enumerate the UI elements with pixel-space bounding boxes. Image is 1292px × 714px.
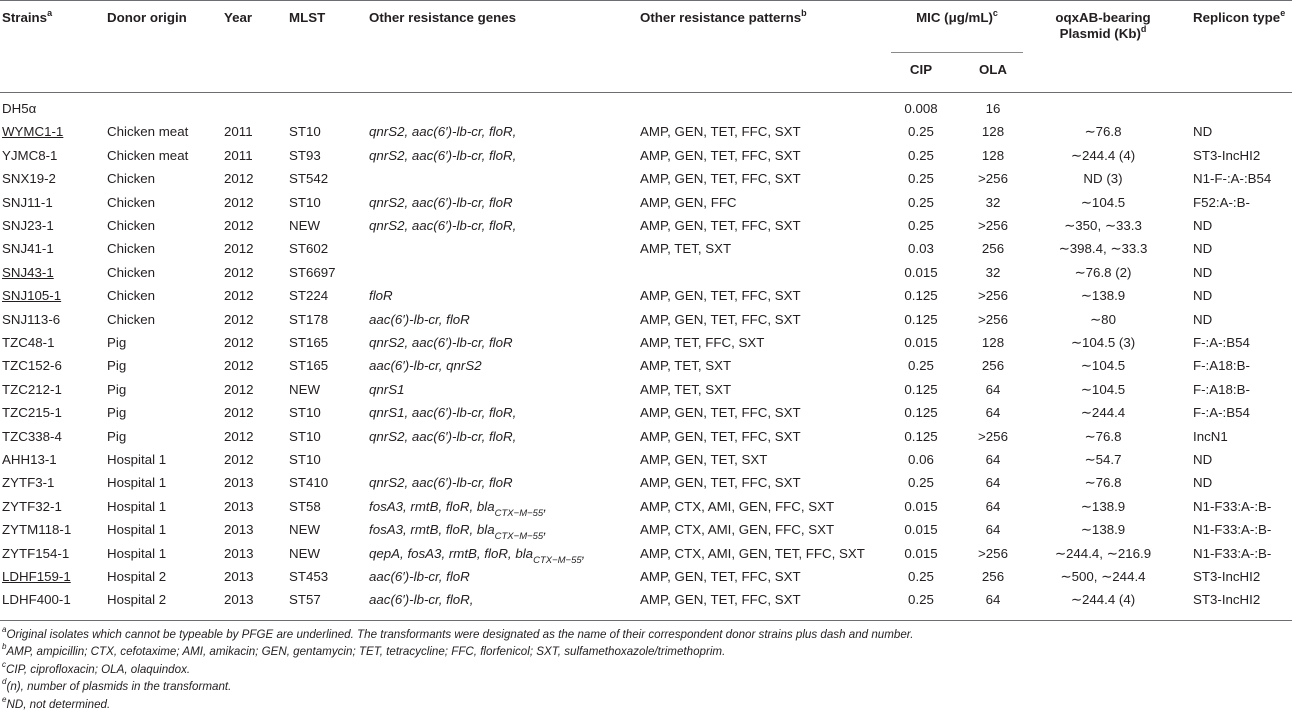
cell-plasmid: ∼138.9 <box>1080 288 1126 303</box>
cell-year: 2013 <box>224 475 254 490</box>
table-bottom-rule <box>0 620 1292 621</box>
cell-mlst: ST6697 <box>289 265 336 280</box>
cell-mic-ola: 64 <box>985 452 1001 467</box>
cell-mic-cip: 0.03 <box>908 241 934 256</box>
header-year: Year <box>224 10 253 25</box>
cell-strain: ZYTF154-1 <box>2 546 70 561</box>
cell-strain: TZC152-6 <box>2 358 62 373</box>
cell-strain: LDHF159-1 <box>2 569 71 584</box>
header-other-genes: Other resistance genes <box>369 10 517 25</box>
cell-year: 2012 <box>224 358 254 373</box>
cell-other-genes <box>369 124 516 140</box>
genes-text: floR <box>369 288 393 303</box>
cell-mic-ola: >256 <box>978 218 1008 233</box>
cell-other-genes <box>369 312 470 328</box>
cell-mic-cip: 0.125 <box>904 288 938 303</box>
cell-mic-cip: 0.125 <box>904 312 938 327</box>
cell-mic-cip: 0.25 <box>908 475 934 490</box>
cell-mic-cip: 0.06 <box>908 452 934 467</box>
cell-donor-origin: Pig <box>107 429 127 444</box>
cell-mic-cip: 0.25 <box>908 592 934 607</box>
cell-mic-cip: 0.008 <box>904 101 938 116</box>
cell-other-patterns: AMP, GEN, TET, SXT <box>640 452 768 467</box>
cell-mic-cip: 0.25 <box>908 569 934 584</box>
cell-year: 2012 <box>224 218 254 233</box>
footnote-text: (n), number of plasmids in the transformant. <box>6 680 232 693</box>
cell-other-genes <box>369 475 513 491</box>
cell-other-genes <box>369 335 513 351</box>
cell-plasmid: ND (3) <box>1083 171 1123 186</box>
cell-other-genes <box>369 429 516 445</box>
genes-text: qepA, fosA3, rmtB, floR, bla <box>369 546 534 561</box>
cell-strain: ZYTF32-1 <box>2 499 62 514</box>
cell-donor-origin: Hospital 1 <box>107 522 167 537</box>
header-mic: MIC $(\mu g/mL)^c$ <box>916 7 998 25</box>
cell-mic-cip: 0.25 <box>908 195 934 210</box>
cell-other-genes <box>369 522 547 542</box>
cell-year: 2011 <box>224 148 253 163</box>
cell-other-genes <box>369 546 586 566</box>
cell-replicon: ND <box>1193 218 1213 233</box>
cell-strain: YJMC8-1 <box>2 148 58 163</box>
cell-donor-origin: Hospital 1 <box>107 452 167 467</box>
cell-plasmid: ∼76.8 <box>1084 475 1122 490</box>
cell-plasmid: ∼244.4 (4) <box>1070 148 1136 163</box>
cell-year: 2013 <box>224 522 254 537</box>
cell-plasmid: ∼350, ∼33.3 <box>1064 218 1142 233</box>
cell-other-patterns: AMP, GEN, TET, FFC, SXT <box>640 288 801 303</box>
cell-strain: ZYTM118-1 <box>2 522 72 537</box>
cell-year: 2012 <box>224 312 254 327</box>
cell-mic-ola: >256 <box>978 312 1008 327</box>
cell-mlst: ST178 <box>289 312 329 327</box>
cell-strain: TZC48-1 <box>2 335 55 350</box>
cell-strain: SNJ41-1 <box>2 241 54 256</box>
cell-donor-origin: Chicken <box>107 195 156 210</box>
cell-mlst: ST57 <box>289 592 321 607</box>
genes-text: fosA3, rmtB, floR, bla <box>369 499 495 514</box>
cell-mlst: ST93 <box>289 148 321 163</box>
bla-subscript: CTX−M−55 <box>494 507 544 519</box>
cell-year: 2012 <box>224 265 254 280</box>
cell-other-genes <box>369 288 393 304</box>
genes-text: aac(6′)-lb-cr, floR <box>369 569 470 584</box>
cell-mic-ola: 256 <box>981 358 1005 373</box>
header-plasmid-line2: Plasmid $(Kb)^d$ <box>1059 23 1147 41</box>
cell-other-genes <box>369 195 513 211</box>
cell-donor-origin: Hospital 1 <box>107 475 167 490</box>
cell-replicon: ND <box>1193 265 1213 280</box>
cell-mic-ola: 64 <box>985 405 1001 420</box>
cell-donor-origin: Hospital 2 <box>107 592 167 607</box>
cell-mlst: ST10 <box>289 124 321 139</box>
footnote-text: ND, not determined. <box>6 698 111 711</box>
cell-mic-ola: 16 <box>985 101 1001 116</box>
cell-year: 2013 <box>224 592 254 607</box>
cell-mic-ola: 128 <box>981 124 1005 139</box>
cell-replicon: F-:A-:B54 <box>1193 335 1250 350</box>
cell-strain: SNJ105-1 <box>2 288 62 303</box>
cell-other-patterns: AMP, CTX, AMI, GEN, FFC, SXT <box>640 522 835 537</box>
cell-plasmid: ∼138.9 <box>1080 522 1126 537</box>
footnote-mark: a <box>2 625 7 635</box>
cell-donor-origin: Chicken meat <box>107 124 189 139</box>
cell-mlst: ST10 <box>289 195 321 210</box>
cell-replicon: N1-F33:A-:B- <box>1193 546 1272 561</box>
cell-strain: SNJ113-6 <box>2 312 61 327</box>
cell-other-genes <box>369 148 516 164</box>
cell-strain: TZC215-1 <box>2 405 62 420</box>
footnote-mark: e <box>2 695 7 705</box>
footnote <box>2 660 191 677</box>
cell-mic-ola: 32 <box>985 195 1001 210</box>
cell-strain: AHH13-1 <box>2 452 57 467</box>
cell-mic-ola: 128 <box>981 335 1005 350</box>
cell-mic-ola: 64 <box>985 475 1001 490</box>
cell-replicon: F-:A18:B- <box>1193 382 1250 397</box>
cell-mic-cip: 0.25 <box>908 218 934 233</box>
cell-mic-cip: 0.015 <box>904 499 938 514</box>
cell-year: 2012 <box>224 241 254 256</box>
cell-donor-origin: Pig <box>107 335 127 350</box>
cell-mic-cip: 0.015 <box>904 265 938 280</box>
genes-text: qnrS2, aac(6′)-lb-cr, floR, <box>369 429 517 444</box>
cell-other-genes <box>369 358 482 374</box>
cell-mic-cip: 0.015 <box>904 522 938 537</box>
cell-mlst: ST165 <box>289 358 329 373</box>
bla-subscript: CTX−M−55 <box>533 554 582 566</box>
cell-plasmid: ∼76.8 <box>1084 429 1122 444</box>
cell-mic-cip: 0.015 <box>904 335 938 350</box>
cell-mlst: NEW <box>289 546 321 561</box>
cell-mic-ola: >256 <box>978 429 1008 444</box>
footnote <box>2 677 232 694</box>
cell-mic-ola: >256 <box>978 288 1008 303</box>
genes-text: qnrS2, aac(6′)-lb-cr, floR <box>369 475 513 490</box>
cell-replicon: N1-F33:A-:B- <box>1193 499 1272 514</box>
cell-donor-origin: Chicken meat <box>107 148 189 163</box>
genes-text: qnrS1 <box>369 382 405 397</box>
header-mlst: MLST <box>289 10 326 25</box>
cell-donor-origin: Chicken <box>107 218 156 233</box>
cell-mic-ola: 128 <box>981 148 1005 163</box>
header-replicon: Replicon type$^e$ <box>1193 7 1286 25</box>
cell-year: 2012 <box>224 288 254 303</box>
cell-other-patterns: AMP, GEN, TET, FFC, SXT <box>640 405 801 420</box>
footnote-mark: d <box>2 677 7 687</box>
cell-year: 2013 <box>224 569 254 584</box>
cell-year: 2013 <box>224 499 254 514</box>
cell-other-patterns: AMP, GEN, TET, FFC, SXT <box>640 429 801 444</box>
cell-strain: WYMC1-1 <box>2 124 64 139</box>
cell-mlst: ST10 <box>289 429 321 444</box>
cell-other-genes <box>369 405 516 421</box>
cell-mic-ola: 256 <box>981 241 1005 256</box>
genes-text: qnrS2, aac(6′)-lb-cr, floR, <box>369 148 517 163</box>
cell-mlst: ST58 <box>289 499 321 514</box>
cell-mic-cip: 0.125 <box>904 382 938 397</box>
cell-plasmid: ∼54.7 <box>1084 452 1122 467</box>
cell-replicon: ND <box>1193 288 1213 303</box>
cell-mic-ola: 64 <box>985 592 1001 607</box>
footnote <box>2 642 726 659</box>
cell-mic-ola: 32 <box>985 265 1001 280</box>
cell-other-patterns: AMP, GEN, TET, FFC, SXT <box>640 592 801 607</box>
cell-donor-origin: Chicken <box>107 265 156 280</box>
cell-mic-ola: 64 <box>985 499 1001 514</box>
header-other-patterns: Other resistance patterns$^b$ <box>640 7 807 25</box>
cell-replicon: IncN1 <box>1193 429 1228 444</box>
cell-mlst: ST453 <box>289 569 329 584</box>
cell-strain: SNJ43-1 <box>2 265 54 280</box>
genes-text: qnrS2, aac(6′)-lb-cr, floR <box>369 195 513 210</box>
genes-text: qnrS2, aac(6′)-lb-cr, floR, <box>369 124 517 139</box>
cell-other-patterns: AMP, GEN, TET, FFC, SXT <box>640 312 801 327</box>
cell-donor-origin: Chicken <box>107 288 156 303</box>
cell-replicon: F52:A-:B- <box>1193 195 1250 210</box>
cell-plasmid: ∼104.5 (3) <box>1070 335 1136 350</box>
cell-strain: DH5α <box>2 101 37 116</box>
cell-plasmid: ∼76.8 <box>1084 124 1122 139</box>
cell-donor-origin: Hospital 2 <box>107 569 167 584</box>
footnote-mark: b <box>2 642 7 652</box>
cell-other-patterns: AMP, GEN, FFC <box>640 195 737 210</box>
cell-donor-origin: Hospital 1 <box>107 546 167 561</box>
cell-plasmid: ∼104.5 <box>1080 195 1126 210</box>
cell-strain: ZYTF3-1 <box>2 475 55 490</box>
genes-text: aac(6′)-lb-cr, floR, <box>369 592 474 607</box>
cell-other-genes <box>369 569 470 585</box>
cell-mic-cip: 0.125 <box>904 405 938 420</box>
genes-tail: , <box>543 499 547 514</box>
cell-mlst: ST224 <box>289 288 329 303</box>
cell-mic-cip: 0.015 <box>904 546 938 561</box>
cell-other-genes <box>369 382 404 398</box>
cell-plasmid: ∼244.4 (4) <box>1070 592 1136 607</box>
cell-donor-origin: Pig <box>107 382 127 397</box>
genes-tail: , <box>581 546 586 561</box>
cell-other-patterns: AMP, TET, SXT <box>640 358 732 373</box>
cell-mic-ola: 256 <box>981 569 1005 584</box>
cell-donor-origin: Pig <box>107 358 127 373</box>
cell-replicon: ND <box>1193 312 1213 327</box>
mic-subheader-rule <box>891 52 1023 53</box>
cell-replicon: ND <box>1193 241 1213 256</box>
genes-text: qnrS2, aac(6′)-lb-cr, floR <box>369 335 513 350</box>
cell-other-genes <box>369 499 547 519</box>
table-top-rule <box>0 0 1292 1</box>
genes-tail: , <box>543 522 547 537</box>
header-bottom-rule <box>0 92 1292 93</box>
footnote-text: Original isolates which cannot be typeable by PFGE are underlined. The transformants were designated as the name of their correspondent donor strains plus dash and number. <box>6 628 914 641</box>
cell-donor-origin: Pig <box>107 405 127 420</box>
cell-replicon: ND <box>1193 452 1213 467</box>
cell-other-patterns: AMP, TET, FFC, SXT <box>640 335 765 350</box>
cell-other-patterns: AMP, CTX, AMI, GEN, TET, FFC, SXT <box>640 546 865 561</box>
cell-mlst: NEW <box>289 382 321 397</box>
cell-mlst: ST542 <box>289 171 329 186</box>
cell-mlst: ST410 <box>289 475 329 490</box>
cell-replicon: F-:A-:B54 <box>1193 405 1250 420</box>
cell-strain: LDHF400-1 <box>2 592 71 607</box>
cell-replicon: N1-F-:A-:B54 <box>1193 171 1272 186</box>
cell-donor-origin: Chicken <box>107 241 156 256</box>
cell-replicon: ST3-IncHI2 <box>1193 148 1261 163</box>
cell-mic-ola: >256 <box>978 546 1008 561</box>
cell-other-patterns: AMP, GEN, TET, FFC, SXT <box>640 475 801 490</box>
cell-year: 2013 <box>224 546 254 561</box>
footnote <box>2 625 914 642</box>
cell-year: 2011 <box>224 124 253 139</box>
cell-plasmid: ∼244.4, ∼216.9 <box>1054 546 1152 561</box>
cell-other-patterns: AMP, GEN, TET, FFC, SXT <box>640 124 801 139</box>
genes-text: fosA3, rmtB, floR, bla <box>369 522 495 537</box>
cell-donor-origin: Chicken <box>107 312 156 327</box>
cell-other-patterns: AMP, TET, SXT <box>640 241 732 256</box>
cell-other-patterns: AMP, GEN, TET, FFC, SXT <box>640 171 801 186</box>
cell-other-patterns: AMP, GEN, TET, FFC, SXT <box>640 218 801 233</box>
cell-plasmid: ∼138.9 <box>1080 499 1126 514</box>
cell-mlst: ST10 <box>289 452 321 467</box>
cell-strain: TZC338-4 <box>2 429 62 444</box>
cell-other-patterns: AMP, TET, SXT <box>640 382 732 397</box>
cell-plasmid: ∼500, ∼244.4 <box>1060 569 1146 584</box>
cell-mic-cip: 0.25 <box>908 171 934 186</box>
cell-mlst: ST602 <box>289 241 329 256</box>
cell-mic-ola: 64 <box>985 382 1001 397</box>
cell-year: 2012 <box>224 452 254 467</box>
cell-plasmid: ∼104.5 <box>1080 382 1126 397</box>
cell-other-patterns: AMP, GEN, TET, FFC, SXT <box>640 569 801 584</box>
cell-mlst: NEW <box>289 218 321 233</box>
cell-strain: SNX19-2 <box>2 171 56 186</box>
cell-mlst: ST10 <box>289 405 321 420</box>
cell-mic-cip: 0.25 <box>908 148 934 163</box>
cell-plasmid: ∼80 <box>1090 312 1116 327</box>
cell-donor-origin: Hospital 1 <box>107 499 167 514</box>
header-plasmid <box>1038 10 1168 42</box>
cell-strain: SNJ23-1 <box>2 218 54 233</box>
cell-mlst: ST165 <box>289 335 329 350</box>
footnote-mark: c <box>2 660 6 670</box>
cell-year: 2012 <box>224 382 254 397</box>
header-plasmid-line1: oqxAB-bearing <box>1055 10 1151 25</box>
cell-plasmid: ∼104.5 <box>1080 358 1126 373</box>
genes-text: qnrS1, aac(6′)-lb-cr, floR, <box>369 405 517 420</box>
cell-plasmid: ∼76.8 (2) <box>1074 265 1132 280</box>
cell-mic-cip: 0.25 <box>908 358 934 373</box>
cell-other-patterns: AMP, GEN, TET, FFC, SXT <box>640 148 801 163</box>
cell-replicon: ND <box>1193 124 1213 139</box>
cell-plasmid: ∼244.4 <box>1080 405 1126 420</box>
genes-text: aac(6′)-lb-cr, floR <box>369 312 470 327</box>
cell-donor-origin: Chicken <box>107 171 156 186</box>
footnote-text: AMP, ampicillin; CTX, cefotaxime; AMI, amikacin; GEN, gentamycin; TET, tetracycline; FFC, florfenicol; SXT, sulfamethoxazole/trimethoprim. <box>6 645 726 658</box>
cell-replicon: ND <box>1193 475 1213 490</box>
cell-strain: TZC212-1 <box>2 382 62 397</box>
cell-year: 2012 <box>224 429 254 444</box>
footnote <box>2 695 111 712</box>
genes-text: aac(6′)-lb-cr, qnrS2 <box>369 358 482 373</box>
cell-replicon: N1-F33:A-:B- <box>1193 522 1272 537</box>
cell-mic-cip: 0.25 <box>908 124 934 139</box>
cell-mlst: NEW <box>289 522 321 537</box>
cell-replicon: ST3-IncHI2 <box>1193 569 1261 584</box>
bla-subscript: CTX−M−55 <box>494 530 544 542</box>
cell-other-genes <box>369 592 473 608</box>
genes-text: qnrS2, aac(6′)-lb-cr, floR, <box>369 218 517 233</box>
header-strains: Strains$^a$ <box>2 7 53 25</box>
cell-year: 2012 <box>224 195 254 210</box>
cell-mic-cip: 0.125 <box>904 429 938 444</box>
cell-mic-ola: 64 <box>985 522 1001 537</box>
cell-year: 2012 <box>224 405 254 420</box>
cell-replicon: ST3-IncHI2 <box>1193 592 1261 607</box>
header-ola: OLA <box>978 62 1008 77</box>
cell-year: 2012 <box>224 171 254 186</box>
header-donor-origin: Donor origin <box>107 10 187 25</box>
cell-replicon: F-:A18:B- <box>1193 358 1250 373</box>
cell-mic-ola: >256 <box>978 171 1008 186</box>
header-cip: CIP <box>909 62 933 77</box>
cell-year: 2012 <box>224 335 254 350</box>
cell-strain: SNJ11-1 <box>2 195 53 210</box>
cell-other-genes <box>369 218 516 234</box>
footnote-text: CIP, ciprofloxacin; OLA, olaquindox. <box>6 663 191 676</box>
cell-other-patterns: AMP, CTX, AMI, GEN, FFC, SXT <box>640 499 835 514</box>
cell-plasmid: ∼398.4, ∼33.3 <box>1058 241 1148 256</box>
